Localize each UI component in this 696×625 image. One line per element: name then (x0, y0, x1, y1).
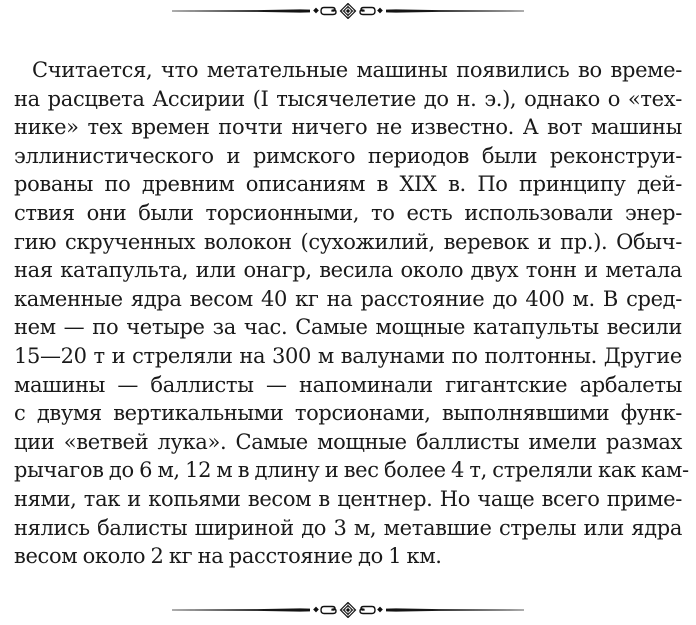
paragraph-line: эллинистического и римского периодов были реконструи- (14, 143, 682, 168)
paragraph-line: 15—20 т и стреляли на 300 м валунами по полтонны. Другие (14, 343, 682, 368)
top-ornamental-divider (172, 3, 524, 19)
paragraph-line: гию скрученных волокон (сухожилий, веревок и пр.). Обыч- (14, 229, 682, 254)
paragraph-line: нями, так и копьями весом в центнер. Но чаще всего приме- (14, 486, 682, 511)
fleuron-divider-icon (172, 602, 524, 618)
paragraph-line: ная катапульта, или онагр, весила около двух тонн и метала (14, 258, 682, 283)
paragraph-line: ствия они были торсионными, то есть использовали энер- (14, 200, 682, 225)
bottom-ornamental-divider (172, 602, 524, 618)
paragraph-line: машины — баллисты — напоминали гигантские арбалеты (14, 372, 682, 397)
paragraph-line: нике» тех времен почти ничего не известно. А вот машины (14, 115, 682, 140)
paragraph-line: на расцвета Ассирии (I тысячелетие до н. э.), однако о «тех- (14, 86, 682, 111)
paragraph-line: Считается, что метательные машины появились во време- (32, 58, 682, 82)
paragraph-line: нем — по четыре за час. Самые мощные катапульты весили (14, 315, 682, 340)
paragraph-line: рычагов до 6 м, 12 м в длину и вес более 4 т, стреляли как кам- (14, 458, 689, 483)
paragraph-line: рованы по древним описаниям в XIX в. По принципу дей- (14, 172, 682, 197)
paragraph-line: нялись балисты шириной до 3 м, метавшие стрелы или ядра (14, 515, 682, 540)
paragraph-line: ции «ветвей лука». Самые мощные баллисты имели размах (14, 429, 682, 454)
body-paragraph (14, 56, 689, 571)
paragraph-line: весом около 2 кг на расстояние до 1 км. (14, 544, 442, 569)
fleuron-divider-icon (172, 3, 524, 19)
paragraph-line: с двумя вертикальными торсионами, выполнявшими функ- (14, 401, 682, 426)
paragraph-line: каменные ядра весом 40 кг на расстояние до 400 м. В сред- (14, 286, 682, 311)
